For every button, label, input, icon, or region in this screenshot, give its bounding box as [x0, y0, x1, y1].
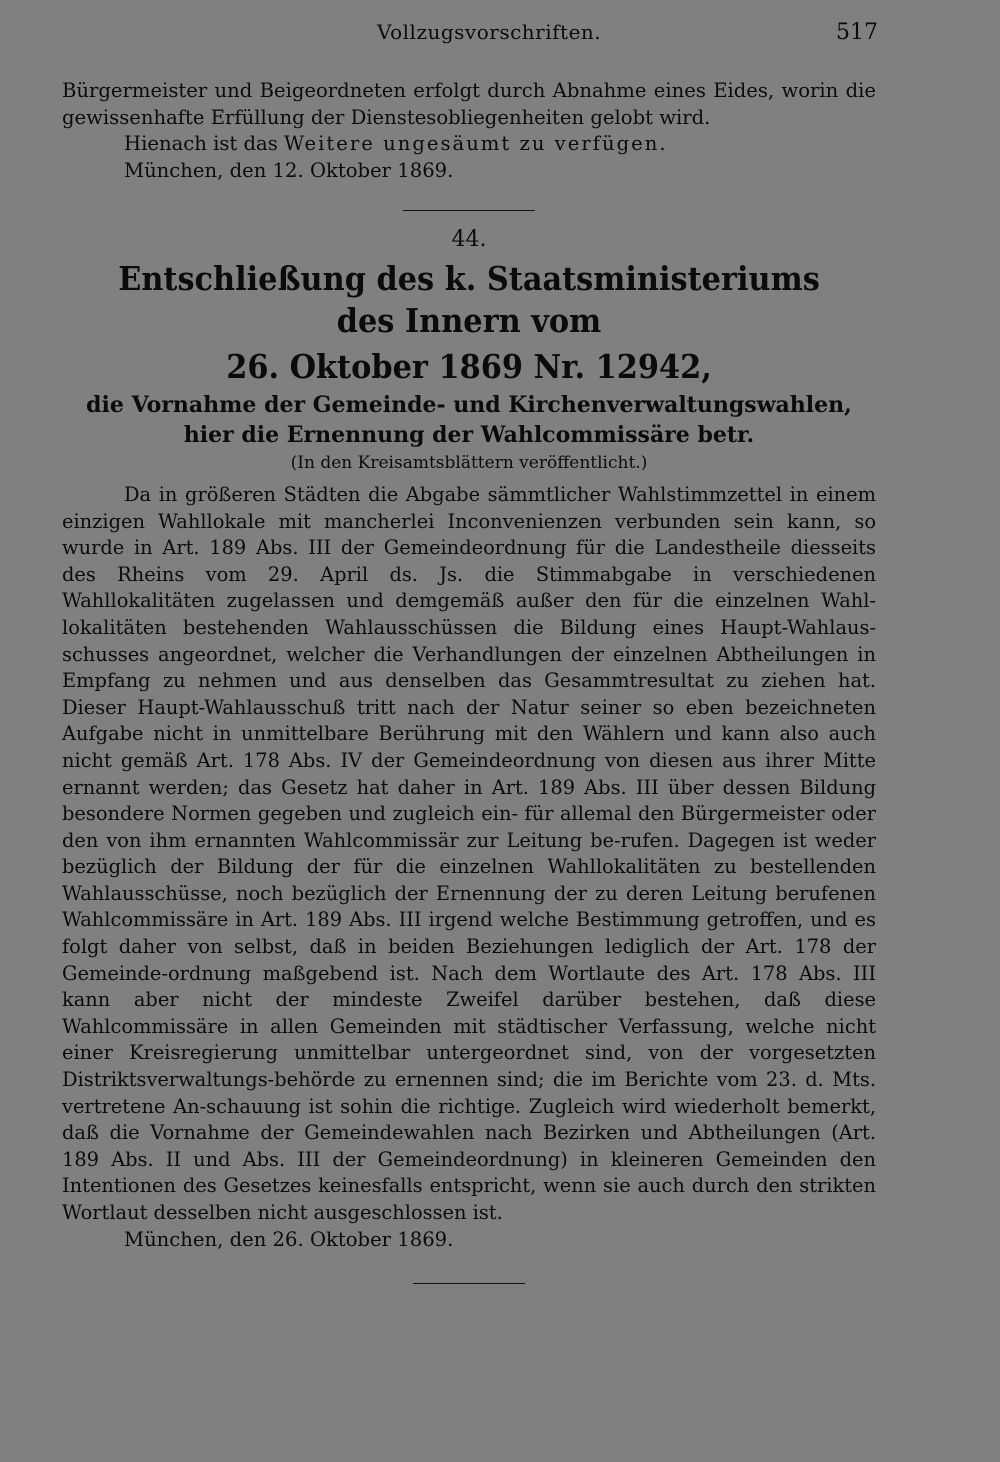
- section-body: Da in größeren Städten die Abgabe sämmtlicher Wahlstimmzettel in einem einzigen Wahllokale mit mancherlei Inconvenienzen verbunden sein kann, so wurde in Art. 189 Abs. III der Gemeindeordnung für die Landestheile diesseits des Rheins vom 29. April ds. Js. die Stimmabgabe in verschiedenen Wahllokalitäten zugelassen und demgemäß außer den für die einzelnen Wahl-lokalitäten bestehenden Wahlausschüssen die Bildung eines Haupt-Wahlaus-schusses angeordnet, welcher die Verhandlungen der einzelnen Abtheilungen in Empfang zu nehmen und aus denselben das Gesammtresultat zu ziehen hat. Dieser Haupt-Wahlausschuß tritt nach der Natur seiner so eben bezeichneten Aufgabe nicht in unmittelbare Berührung mit den Wählern und kann also auch nicht gemäß Art. 178 Abs. IV der Gemeindeordnung von diesen aus ihrer Mitte ernannt werden; das Gesetz hat daher in Art. 189 Abs. III über dessen Bildung besondere Normen gegeben und zugleich ein- für allemal den Bürgermeister oder den von ihm ernannten Wahlcommissär zur Leitung be-rufen. Dagegen ist weder bezüglich der Bildung der für die einzelnen Wahllokalitäten zu bestellenden Wahlausschüsse, noch bezüglich der Ernennung der zu deren Leitung berufenen Wahlcommissäre in Art. 189 Abs. III irgend welche Bestimmung getroffen, und es folgt daher von selbst, daß in beiden Beziehungen lediglich der Art. 178 der Gemeinde-ordnung maßgebend ist. Nach dem Wortlaute des Art. 178 Abs. III kann aber nicht der mindeste Zweifel darüber bestehen, daß diese Wahlcommissäre in allen Gemeinden mit städtischer Verfassung, welche nicht einer Kreisregierung unmittelbar untergeordnet sind, von der vorgesetzten Distriktsverwaltungs-behörde zu ernennen sind; die im Berichte vom 23. d. Mts. vertretene An-schauung ist sohin die richtige. Zugleich wird wiederholt bemerkt, daß die Vornahme der Gemeindewahlen nach Bezirken und Abtheilungen (Art. 189 Abs. II und Abs. III der Gemeindeordnung) in kleineren Gemeinden den Intentionen des Gesetzes keinesfalls entspricht, wenn sie auch durch den strikten Wortlaut desselben nicht ausgeschlossen ist.: [62, 482, 876, 1224]
- page-content: [62, 78, 876, 1284]
- section-heading-line2: 26. Oktober 1869 Nr. 12942,: [226, 346, 712, 386]
- instruction-start: Hienach ist das: [124, 132, 285, 156]
- publication-note: (In den Kreisamtsblättern veröffentlicht.): [290, 452, 648, 473]
- instruction-spaced: Weitere ungesäumt zu verfügen.: [284, 132, 668, 156]
- continuation-paragraph: Bürgermeister und Beigeordneten erfolgt durch Abnahme eines Eides, worin die gewissenhafte Erfüllung der Dienstesobliegenheiten gelobt wird.: [62, 79, 876, 129]
- section-subheading: die Vornahme der Gemeinde- und Kirchenverwaltungswahlen, hier die Ernennung der Wahlcommissäre betr.: [86, 391, 852, 448]
- running-head: [62, 20, 878, 45]
- page-number: 517: [836, 20, 878, 45]
- section-number: 44.: [451, 227, 487, 253]
- section-heading-line1: Entschließung des k. Staatsministeriums des Innern vom: [118, 258, 820, 340]
- running-title: Vollzugsvorschriften.: [377, 20, 602, 44]
- section-date-line: München, den 26. Oktober 1869.: [124, 1227, 454, 1251]
- section-divider: [403, 210, 535, 211]
- end-divider: [413, 1283, 525, 1284]
- previous-date-line: München, den 12. Oktober 1869.: [124, 158, 454, 182]
- instruction-paragraph: [62, 131, 876, 158]
